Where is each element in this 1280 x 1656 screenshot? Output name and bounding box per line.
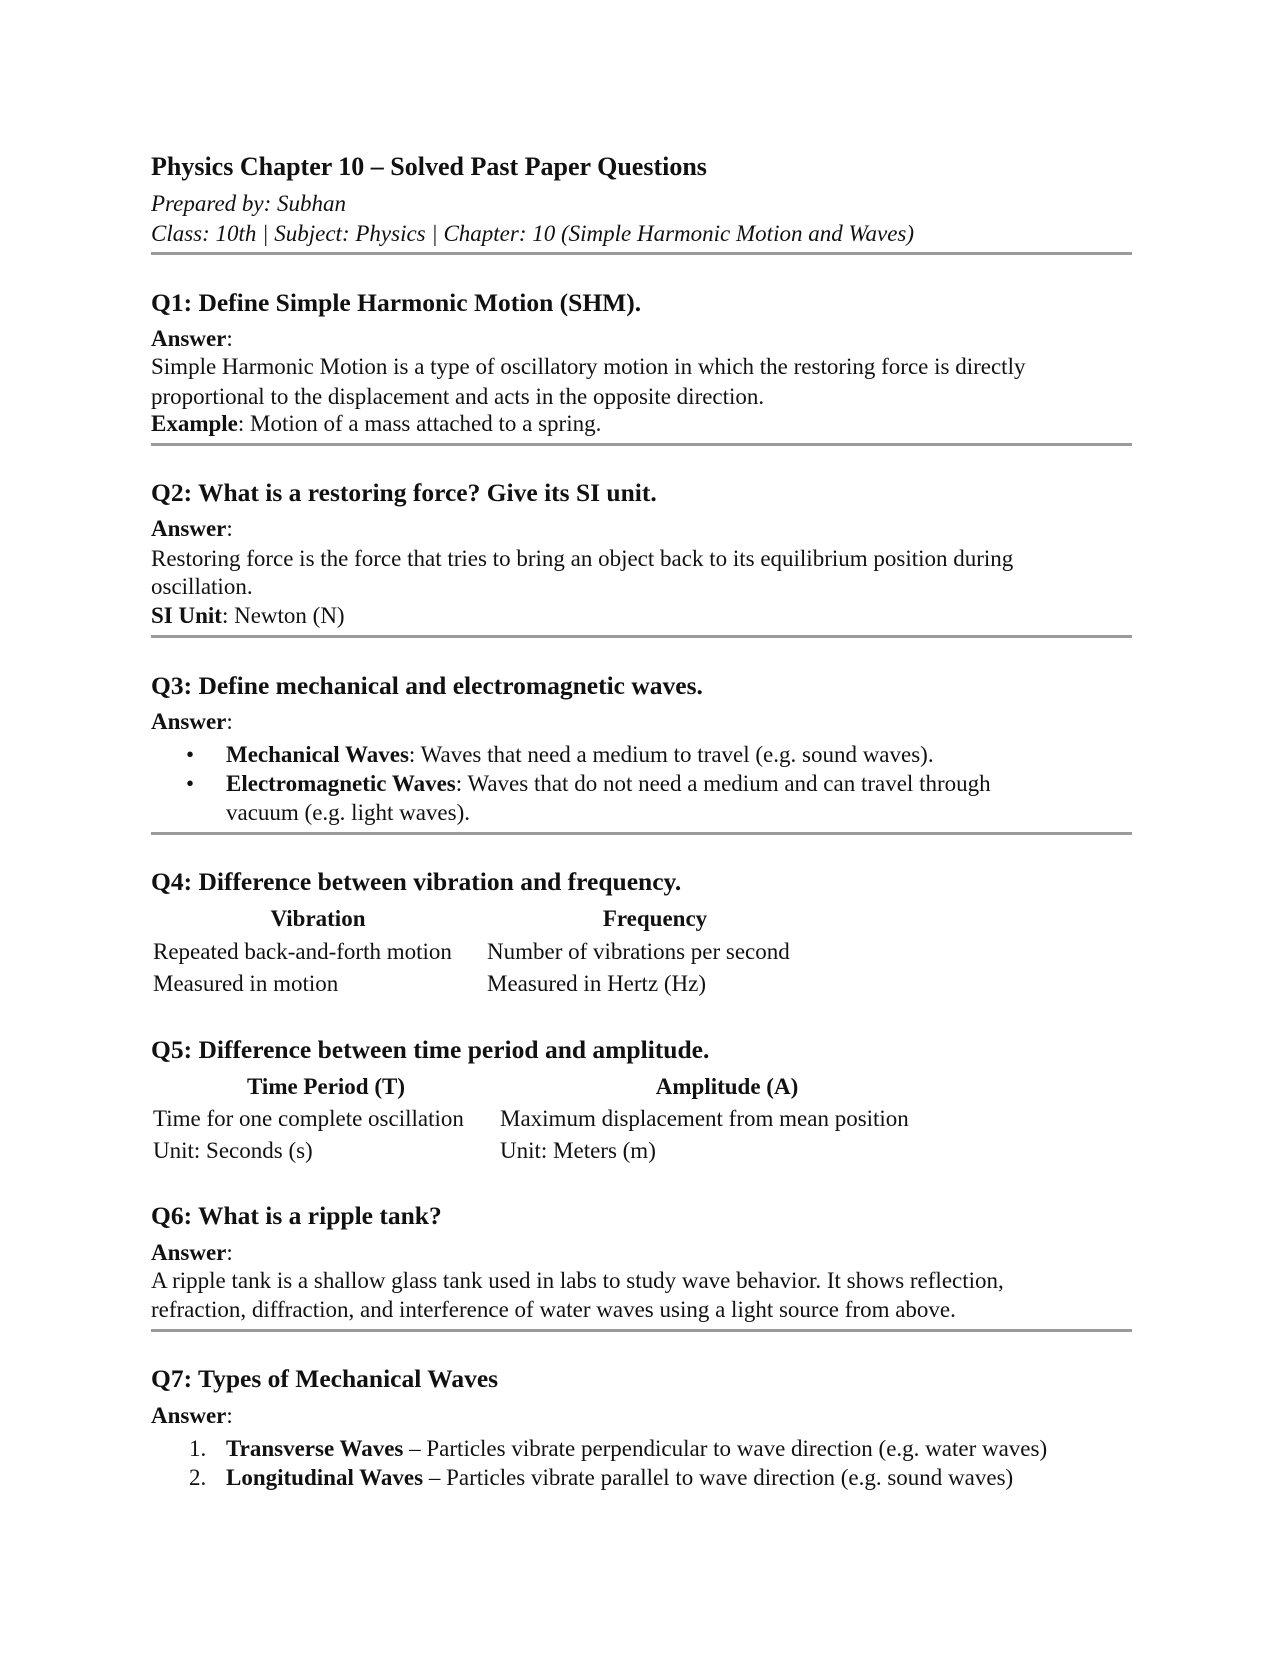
question-heading: Q7: Types of Mechanical Waves <box>151 1364 499 1393</box>
table-cell: Measured in motion <box>153 971 339 996</box>
answer-text: A ripple tank is a shallow glass tank used in labs to study wave behavior. It shows reflection, <box>151 1268 1004 1293</box>
class-info: Class: 10th | Subject: Physics | Chapter: 10 (Simple Harmonic Motion and Waves) <box>151 221 915 246</box>
divider <box>151 832 1132 835</box>
bullet-icon: • <box>186 742 195 767</box>
table-cell: Maximum displacement from mean position <box>500 1106 909 1131</box>
table-cell: Measured in Hertz (Hz) <box>487 971 707 996</box>
answer-label: Answer: <box>151 1403 233 1428</box>
document-title: Physics Chapter 10 – Solved Past Paper Questions <box>151 152 707 181</box>
bullet-item-continued: vacuum (e.g. light waves). <box>226 800 470 825</box>
list-number: 2. <box>189 1465 207 1490</box>
table-header: Amplitude (A) <box>655 1074 799 1099</box>
table-cell: Unit: Meters (m) <box>500 1138 656 1163</box>
example: Example: Motion of a mass attached to a spring. <box>151 411 602 436</box>
divider <box>151 252 1132 255</box>
divider <box>151 443 1132 446</box>
table-cell: Time for one complete oscillation <box>153 1106 464 1131</box>
si-unit: SI Unit: Newton (N) <box>151 603 345 628</box>
divider <box>151 1329 1132 1332</box>
table-cell: Number of vibrations per second <box>487 939 790 964</box>
prepared-by: Prepared by: Subhan <box>151 191 347 216</box>
answer-label: Answer: <box>151 516 233 541</box>
table-cell: Repeated back-and-forth motion <box>153 939 452 964</box>
answer-text: oscillation. <box>151 574 253 599</box>
divider <box>151 635 1132 638</box>
bullet-item: Electromagnetic Waves: Waves that do not need a medium and can travel through <box>226 771 991 796</box>
question-heading: Q5: Difference between time period and amplitude. <box>151 1035 710 1064</box>
question-heading: Q4: Difference between vibration and frequency. <box>151 867 682 896</box>
answer-label: Answer: <box>151 1240 233 1265</box>
table-header: Vibration <box>270 906 366 931</box>
question-heading: Q3: Define mechanical and electromagnetic waves. <box>151 671 703 700</box>
question-heading: Q6: What is a ripple tank? <box>151 1201 442 1230</box>
bullet-item: Mechanical Waves: Waves that need a medium to travel (e.g. sound waves). <box>226 742 934 767</box>
answer-text: proportional to the displacement and acts in the opposite direction. <box>151 384 765 409</box>
table-header: Frequency <box>602 906 708 931</box>
answer-text: Restoring force is the force that tries to bring an object back to its equilibrium position during <box>151 546 1014 571</box>
list-item: Transverse Waves – Particles vibrate perpendicular to wave direction (e.g. water waves) <box>226 1436 1048 1461</box>
question-heading: Q2: What is a restoring force? Give its SI unit. <box>151 478 657 507</box>
list-item: Longitudinal Waves – Particles vibrate parallel to wave direction (e.g. sound waves) <box>226 1465 1014 1490</box>
answer-label: Answer: <box>151 709 233 734</box>
table-header: Time Period (T) <box>247 1074 405 1099</box>
answer-text: Simple Harmonic Motion is a type of oscillatory motion in which the restoring force is directly <box>151 354 1026 379</box>
bullet-icon: • <box>186 771 195 796</box>
question-heading: Q1: Define Simple Harmonic Motion (SHM). <box>151 288 642 317</box>
table-cell: Unit: Seconds (s) <box>153 1138 313 1163</box>
answer-text: refraction, diffraction, and interference of water waves using a light source from above. <box>151 1297 956 1322</box>
answer-label: Answer: <box>151 326 233 351</box>
list-number: 1. <box>189 1436 207 1461</box>
